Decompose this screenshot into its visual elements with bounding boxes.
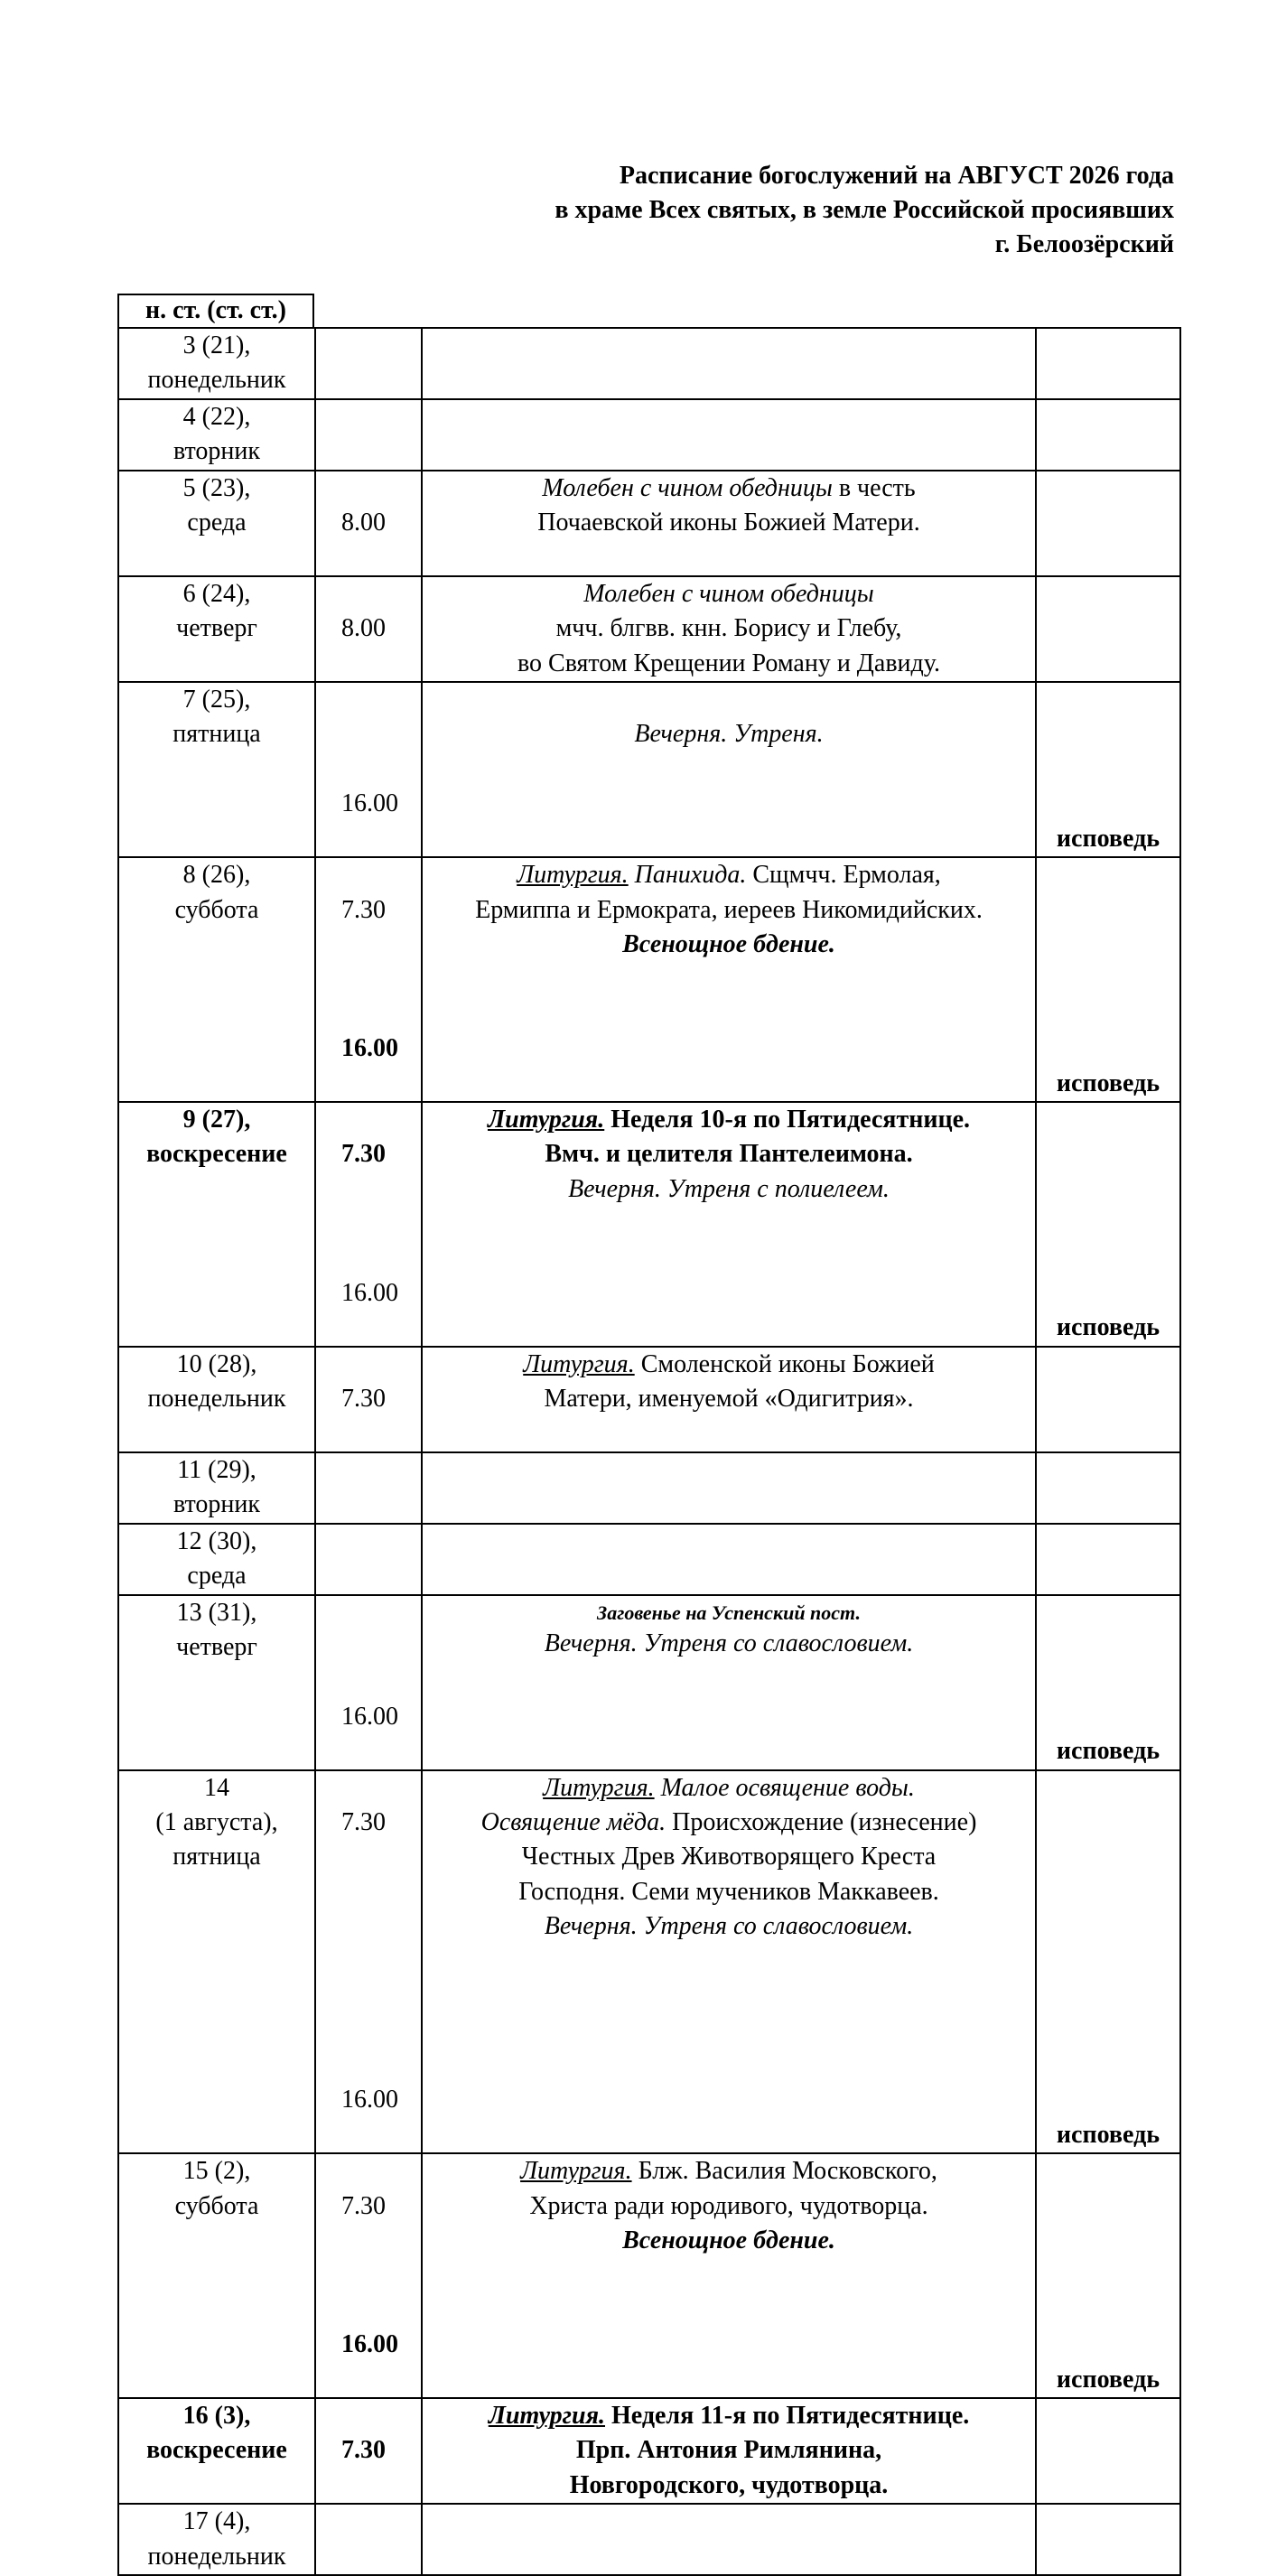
date: 7 (25), — [182, 686, 251, 714]
date: 5 (23), — [182, 473, 251, 502]
service-line: Вечерня. Утреня с полиелеем. — [568, 1174, 890, 1203]
table-row — [118, 682, 1180, 857]
time-cell — [315, 2398, 422, 2504]
confession-cell: исповедь — [1036, 2153, 1180, 2398]
time-cell — [315, 399, 422, 471]
table-row — [118, 1770, 1180, 2153]
day-cell — [118, 682, 315, 857]
service-cell — [422, 1770, 1036, 2153]
confession-cell — [1036, 2398, 1180, 2504]
date: 3 (21), — [182, 331, 251, 359]
weekday: четверг — [176, 1633, 257, 1662]
weekday: понедельник — [147, 1385, 286, 1414]
service-name: Литургия. — [523, 1349, 635, 1378]
service-name: Панихида. — [628, 861, 747, 890]
service-cell — [422, 471, 1036, 576]
date: 9 (27), — [182, 1105, 251, 1134]
service-cell — [422, 1102, 1036, 1347]
service-line: Новгородского, чудотворца. — [569, 2470, 889, 2499]
time-cell — [315, 471, 422, 576]
service-time: 7.30 — [341, 1140, 386, 1169]
service-line: Всенощное бдение. — [622, 2226, 835, 2254]
time-cell — [315, 1452, 422, 1524]
time-cell — [315, 328, 422, 399]
service-cell — [422, 576, 1036, 682]
service-name: Литургия. — [488, 2401, 605, 2430]
service-name: Освящение мёда. — [480, 1808, 666, 1837]
date-old-style: (1 августа), — [155, 1808, 278, 1837]
service-time: 16.00 — [341, 1702, 398, 1731]
table-row — [118, 857, 1180, 1102]
service-time: 16.00 — [341, 2330, 398, 2359]
date: 13 (31), — [176, 1598, 257, 1627]
service-line: Господня. Семи мучеников Маккавеев. — [518, 1877, 939, 1906]
day-cell — [118, 2153, 315, 2398]
day-cell — [118, 576, 315, 682]
weekday: среда — [187, 1562, 247, 1591]
service-text: Происхождение (изнесение) — [666, 1808, 977, 1837]
weekday: суббота — [174, 895, 259, 924]
service-line: Всенощное бдение. — [622, 929, 835, 958]
schedule-title — [555, 159, 1174, 262]
weekday: воскресение — [146, 1140, 287, 1169]
confession-cell — [1036, 1452, 1180, 1524]
service-name: Литургия. — [487, 1105, 605, 1134]
service-line — [423, 2399, 1035, 2433]
weekday: вторник — [173, 1490, 260, 1519]
service-time: 7.30 — [341, 2436, 386, 2465]
day-cell — [118, 1595, 315, 1770]
service-line: мчч. блгвв. кнн. Борису и Глебу, — [555, 614, 902, 643]
date: 17 (4), — [182, 2507, 251, 2536]
weekday: среда — [187, 509, 247, 537]
table-row — [118, 2504, 1180, 2575]
weekday: вторник — [173, 437, 260, 466]
date: 11 (29), — [177, 1456, 256, 1484]
service-name: Малое освящение воды. — [654, 1773, 915, 1802]
table-row — [118, 328, 1180, 399]
confession-cell — [1036, 399, 1180, 471]
service-text: Сщмчч. Ермолая, — [746, 861, 941, 890]
table-row — [118, 1102, 1180, 1347]
weekday: воскресение — [146, 2436, 287, 2465]
table-row — [118, 2398, 1180, 2504]
confession-cell — [1036, 576, 1180, 682]
service-line: Честных Древ Животворящего Креста — [521, 1843, 937, 1871]
weekday: понедельник — [147, 366, 286, 395]
table-row — [118, 1347, 1180, 1452]
time-cell — [315, 1770, 422, 2153]
service-time: 16.00 — [341, 2086, 398, 2114]
service-cell — [422, 682, 1036, 857]
service-time: 16.00 — [341, 1034, 398, 1063]
table-row — [118, 399, 1180, 471]
service-line — [423, 1806, 1035, 1840]
service-line — [423, 1348, 1035, 1382]
time-cell — [315, 682, 422, 857]
service-line — [423, 1103, 1035, 1137]
confession-cell: исповедь — [1036, 1770, 1180, 2153]
date: 6 (24), — [182, 579, 251, 608]
service-time: 8.00 — [341, 614, 386, 643]
service-line: Заговенье на Успенский пост. — [597, 1601, 861, 1624]
service-time: 16.00 — [341, 789, 398, 818]
day-cell — [118, 1524, 315, 1595]
service-line — [423, 2154, 1035, 2189]
service-text: Неделя 10-я по Пятидесятнице. — [604, 1105, 971, 1134]
service-line — [423, 1771, 1035, 1806]
confession-cell: исповедь — [1036, 1595, 1180, 1770]
service-time: 7.30 — [341, 895, 386, 924]
time-cell — [315, 1524, 422, 1595]
confession-cell — [1036, 2504, 1180, 2575]
service-line: Вечерня. Утреня со славословием. — [544, 1629, 914, 1657]
service-line: Матери, именуемой «Одигитрия». — [544, 1385, 914, 1414]
confession-cell — [1036, 328, 1180, 399]
weekday: четверг — [176, 614, 257, 643]
service-line: Молебен с чином обедницы — [583, 579, 874, 608]
date: 8 (26), — [182, 861, 251, 890]
service-cell — [422, 2153, 1036, 2398]
table-row — [118, 1452, 1180, 1524]
title-line-2: в храме Всех святых, в земле Российской просиявших — [555, 196, 1174, 224]
service-line: Христа ради юродивого, чудотворца. — [529, 2191, 928, 2220]
date: 12 (30), — [176, 1526, 257, 1555]
time-cell — [315, 1595, 422, 1770]
day-cell — [118, 328, 315, 399]
table-row — [118, 1595, 1180, 1770]
service-cell — [422, 399, 1036, 471]
service-name: Литургия. — [543, 1773, 655, 1802]
service-line: Вечерня. Утреня со славословием. — [544, 1912, 914, 1941]
service-line: Вмч. и целителя Пантелеимона. — [545, 1140, 913, 1169]
service-cell — [422, 1595, 1036, 1770]
day-cell — [118, 857, 315, 1102]
time-cell — [315, 2153, 422, 2398]
day-column-header: н. ст. (ст. ст.) — [117, 294, 314, 327]
service-time: 7.30 — [341, 2191, 386, 2220]
service-cell — [422, 2504, 1036, 2575]
service-cell — [422, 857, 1036, 1102]
service-text: в честь — [832, 473, 916, 502]
service-line — [423, 858, 1035, 892]
time-cell — [315, 2504, 422, 2575]
service-line: Прп. Антония Римлянина, — [575, 2436, 882, 2465]
confession-cell: исповедь — [1036, 857, 1180, 1102]
day-cell — [118, 1452, 315, 1524]
date: 14 — [204, 1773, 229, 1802]
service-cell — [422, 2398, 1036, 2504]
table-row — [118, 1524, 1180, 1595]
table-row — [118, 471, 1180, 576]
service-time: 7.30 — [341, 1808, 386, 1837]
service-name: Литургия. — [520, 2157, 632, 2186]
service-cell — [422, 1347, 1036, 1452]
service-cell — [422, 1524, 1036, 1595]
service-line: Вечерня. Утреня. — [634, 720, 824, 749]
date: 16 (3), — [182, 2401, 251, 2430]
weekday: суббота — [174, 2191, 259, 2220]
day-cell — [118, 399, 315, 471]
service-name: Молебен с чином обедницы — [542, 473, 833, 502]
day-cell — [118, 1102, 315, 1347]
weekday: понедельник — [147, 2542, 286, 2571]
service-line: Почаевской иконы Божией Матери. — [537, 509, 920, 537]
confession-cell — [1036, 1347, 1180, 1452]
date: 15 (2), — [182, 2157, 251, 2186]
day-cell — [118, 1770, 315, 2153]
day-cell — [118, 471, 315, 576]
service-cell — [422, 1452, 1036, 1524]
day-cell — [118, 2398, 315, 2504]
service-line — [423, 471, 1035, 506]
time-cell — [315, 1102, 422, 1347]
table-row — [118, 576, 1180, 682]
service-line: во Святом Крещении Роману и Давиду. — [517, 649, 940, 677]
confession-cell — [1036, 1524, 1180, 1595]
time-cell — [315, 857, 422, 1102]
day-cell — [118, 2504, 315, 2575]
confession-cell — [1036, 471, 1180, 576]
service-line: Ермиппа и Ермократа, иереев Никомидийских. — [475, 895, 983, 924]
service-name: Литургия. — [517, 861, 629, 890]
time-cell — [315, 1347, 422, 1452]
service-text: Смоленской иконы Божией — [634, 1349, 935, 1378]
date: 4 (22), — [182, 402, 251, 431]
service-text: Неделя 11-я по Пятидесятнице. — [605, 2401, 970, 2430]
weekday: пятница — [172, 720, 261, 749]
time-cell — [315, 576, 422, 682]
service-time: 7.30 — [341, 1385, 386, 1414]
day-cell — [118, 1347, 315, 1452]
service-text: Блж. Василия Московского, — [631, 2157, 937, 2186]
service-cell — [422, 328, 1036, 399]
confession-cell: исповедь — [1036, 1102, 1180, 1347]
date: 10 (28), — [176, 1349, 257, 1378]
service-time: 8.00 — [341, 509, 386, 537]
service-time: 16.00 — [341, 1278, 398, 1307]
title-line-1: Расписание богослужений на АВГУСТ 2026 года — [619, 162, 1174, 190]
schedule-table — [117, 327, 1181, 2576]
title-line-3: г. Белоозёрский — [994, 230, 1174, 258]
weekday: пятница — [172, 1843, 261, 1871]
table-row — [118, 2153, 1180, 2398]
confession-cell: исповедь — [1036, 682, 1180, 857]
